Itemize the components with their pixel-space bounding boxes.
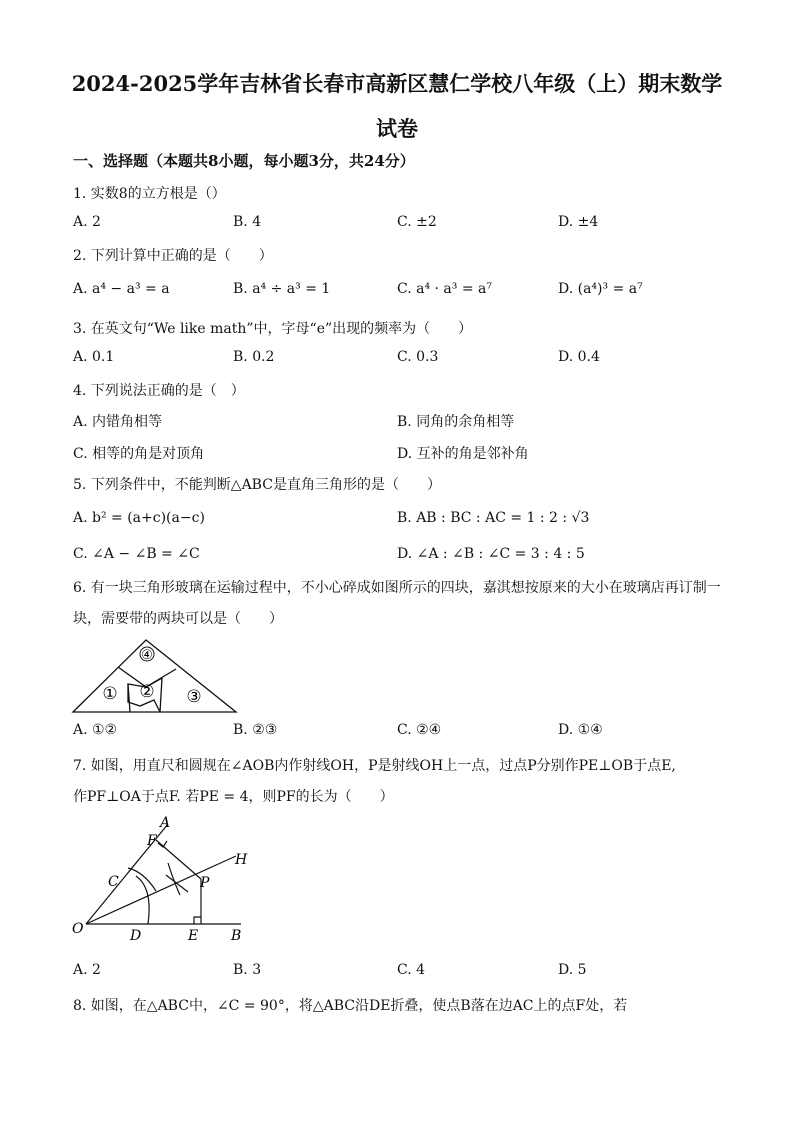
question-5-stem: 5. 下列条件中，不能判断△ABC是直角三角形的是（ ） bbox=[73, 477, 441, 493]
question-6-stem-line2: 块，需要带的两块可以是（ ） bbox=[73, 611, 283, 627]
label-A: A bbox=[160, 815, 171, 831]
piece-2-label: ② bbox=[139, 682, 155, 702]
question-2-stem: 2. 下列计算中正确的是（ ） bbox=[73, 248, 273, 264]
piece-1-label: ① bbox=[102, 684, 118, 704]
question-1-stem: 1. 实数8的立方根是（） bbox=[73, 186, 226, 202]
q6-option-d: D. ①④ bbox=[558, 722, 603, 738]
q3-option-b: B. 0.2 bbox=[233, 349, 275, 365]
question-6-stem: 6. 有一块三角形玻璃在运输过程中，不小心碎成如图所示的四块，嘉淇想按原来的大小在玻璃店再订制一 bbox=[73, 580, 721, 596]
section-heading: 一、选择题（本题共8小题，每小题3分，共24分） bbox=[73, 152, 415, 170]
q4-option-d: D. 互补的角是邻补角 bbox=[397, 446, 529, 462]
q4-option-b: B. 同角的余角相等 bbox=[397, 414, 515, 430]
q1-option-d: D. ±4 bbox=[558, 214, 599, 230]
piece-3-label: ③ bbox=[186, 687, 202, 707]
q6-option-c: C. ②④ bbox=[397, 722, 442, 738]
q2-option-d: D. (a⁴)³ = a⁷ bbox=[558, 281, 643, 297]
label-F: F bbox=[147, 833, 157, 849]
question-8-stem: 8. 如图，在△ABC中，∠C = 90°，将△ABC沿DE折叠，使点B落在边AC上的点F处，若 bbox=[73, 998, 628, 1014]
label-P: P bbox=[200, 875, 210, 891]
question-7-stem: 7. 如图，用直尺和圆规在∠AOB内作射线OH，P是射线OH上一点，过点P分别作PE⊥OB于点E, bbox=[73, 758, 676, 774]
label-H: H bbox=[235, 852, 248, 868]
question-4-stem: 4. 下列说法正确的是（ ） bbox=[73, 383, 245, 399]
q2-option-b: B. a⁴ ÷ a³ = 1 bbox=[233, 281, 331, 297]
q5-option-d: D. ∠A : ∠B : ∠C = 3 : 4 : 5 bbox=[397, 546, 585, 562]
q7-option-b: B. 3 bbox=[233, 962, 262, 978]
question-3-stem: 3. 在英文句“We like math”中，字母“e”出现的频率为（ ） bbox=[73, 321, 473, 337]
q1-option-a: A. 2 bbox=[73, 214, 101, 230]
q3-option-d: D. 0.4 bbox=[558, 349, 600, 365]
q3-option-a: A. 0.1 bbox=[73, 349, 115, 365]
q2-option-c: C. a⁴ · a³ = a⁷ bbox=[397, 281, 492, 297]
label-D: D bbox=[130, 928, 142, 944]
q5-option-a: A. b² = (a+c)(a−c) bbox=[73, 510, 205, 526]
q7-option-d: D. 5 bbox=[558, 962, 587, 978]
angle-bisector-figure bbox=[68, 812, 258, 947]
q5-option-b: B. AB : BC : AC = 1 : 2 : √3 bbox=[397, 510, 590, 526]
q7-option-c: C. 4 bbox=[397, 962, 426, 978]
q6-option-b: B. ②③ bbox=[233, 722, 278, 738]
broken-glass-figure bbox=[70, 636, 240, 716]
piece-4-label: ④ bbox=[141, 648, 153, 663]
label-B: B bbox=[231, 928, 242, 944]
q3-option-c: C. 0.3 bbox=[397, 349, 439, 365]
question-7-stem-line2: 作PF⊥OA于点F. 若PE = 4，则PF的长为（ ） bbox=[73, 789, 394, 805]
q5-option-c: C. ∠A − ∠B = ∠C bbox=[73, 546, 200, 562]
q4-option-a: A. 内错角相等 bbox=[73, 414, 163, 430]
q7-option-a: A. 2 bbox=[73, 962, 101, 978]
label-C: C bbox=[108, 874, 119, 890]
q1-option-b: B. 4 bbox=[233, 214, 262, 230]
page-title-line2: 试卷 bbox=[376, 116, 418, 141]
q4-option-c: C. 相等的角是对顶角 bbox=[73, 446, 205, 462]
q6-option-a: A. ①② bbox=[73, 722, 118, 738]
q2-option-a: A. a⁴ − a³ = a bbox=[73, 281, 170, 297]
q1-option-c: C. ±2 bbox=[397, 214, 437, 230]
label-O: O bbox=[72, 921, 84, 937]
page-title: 2024-2025学年吉林省长春市高新区慧仁学校八年级（上）期末数学 bbox=[71, 71, 723, 96]
label-E: E bbox=[188, 928, 199, 944]
